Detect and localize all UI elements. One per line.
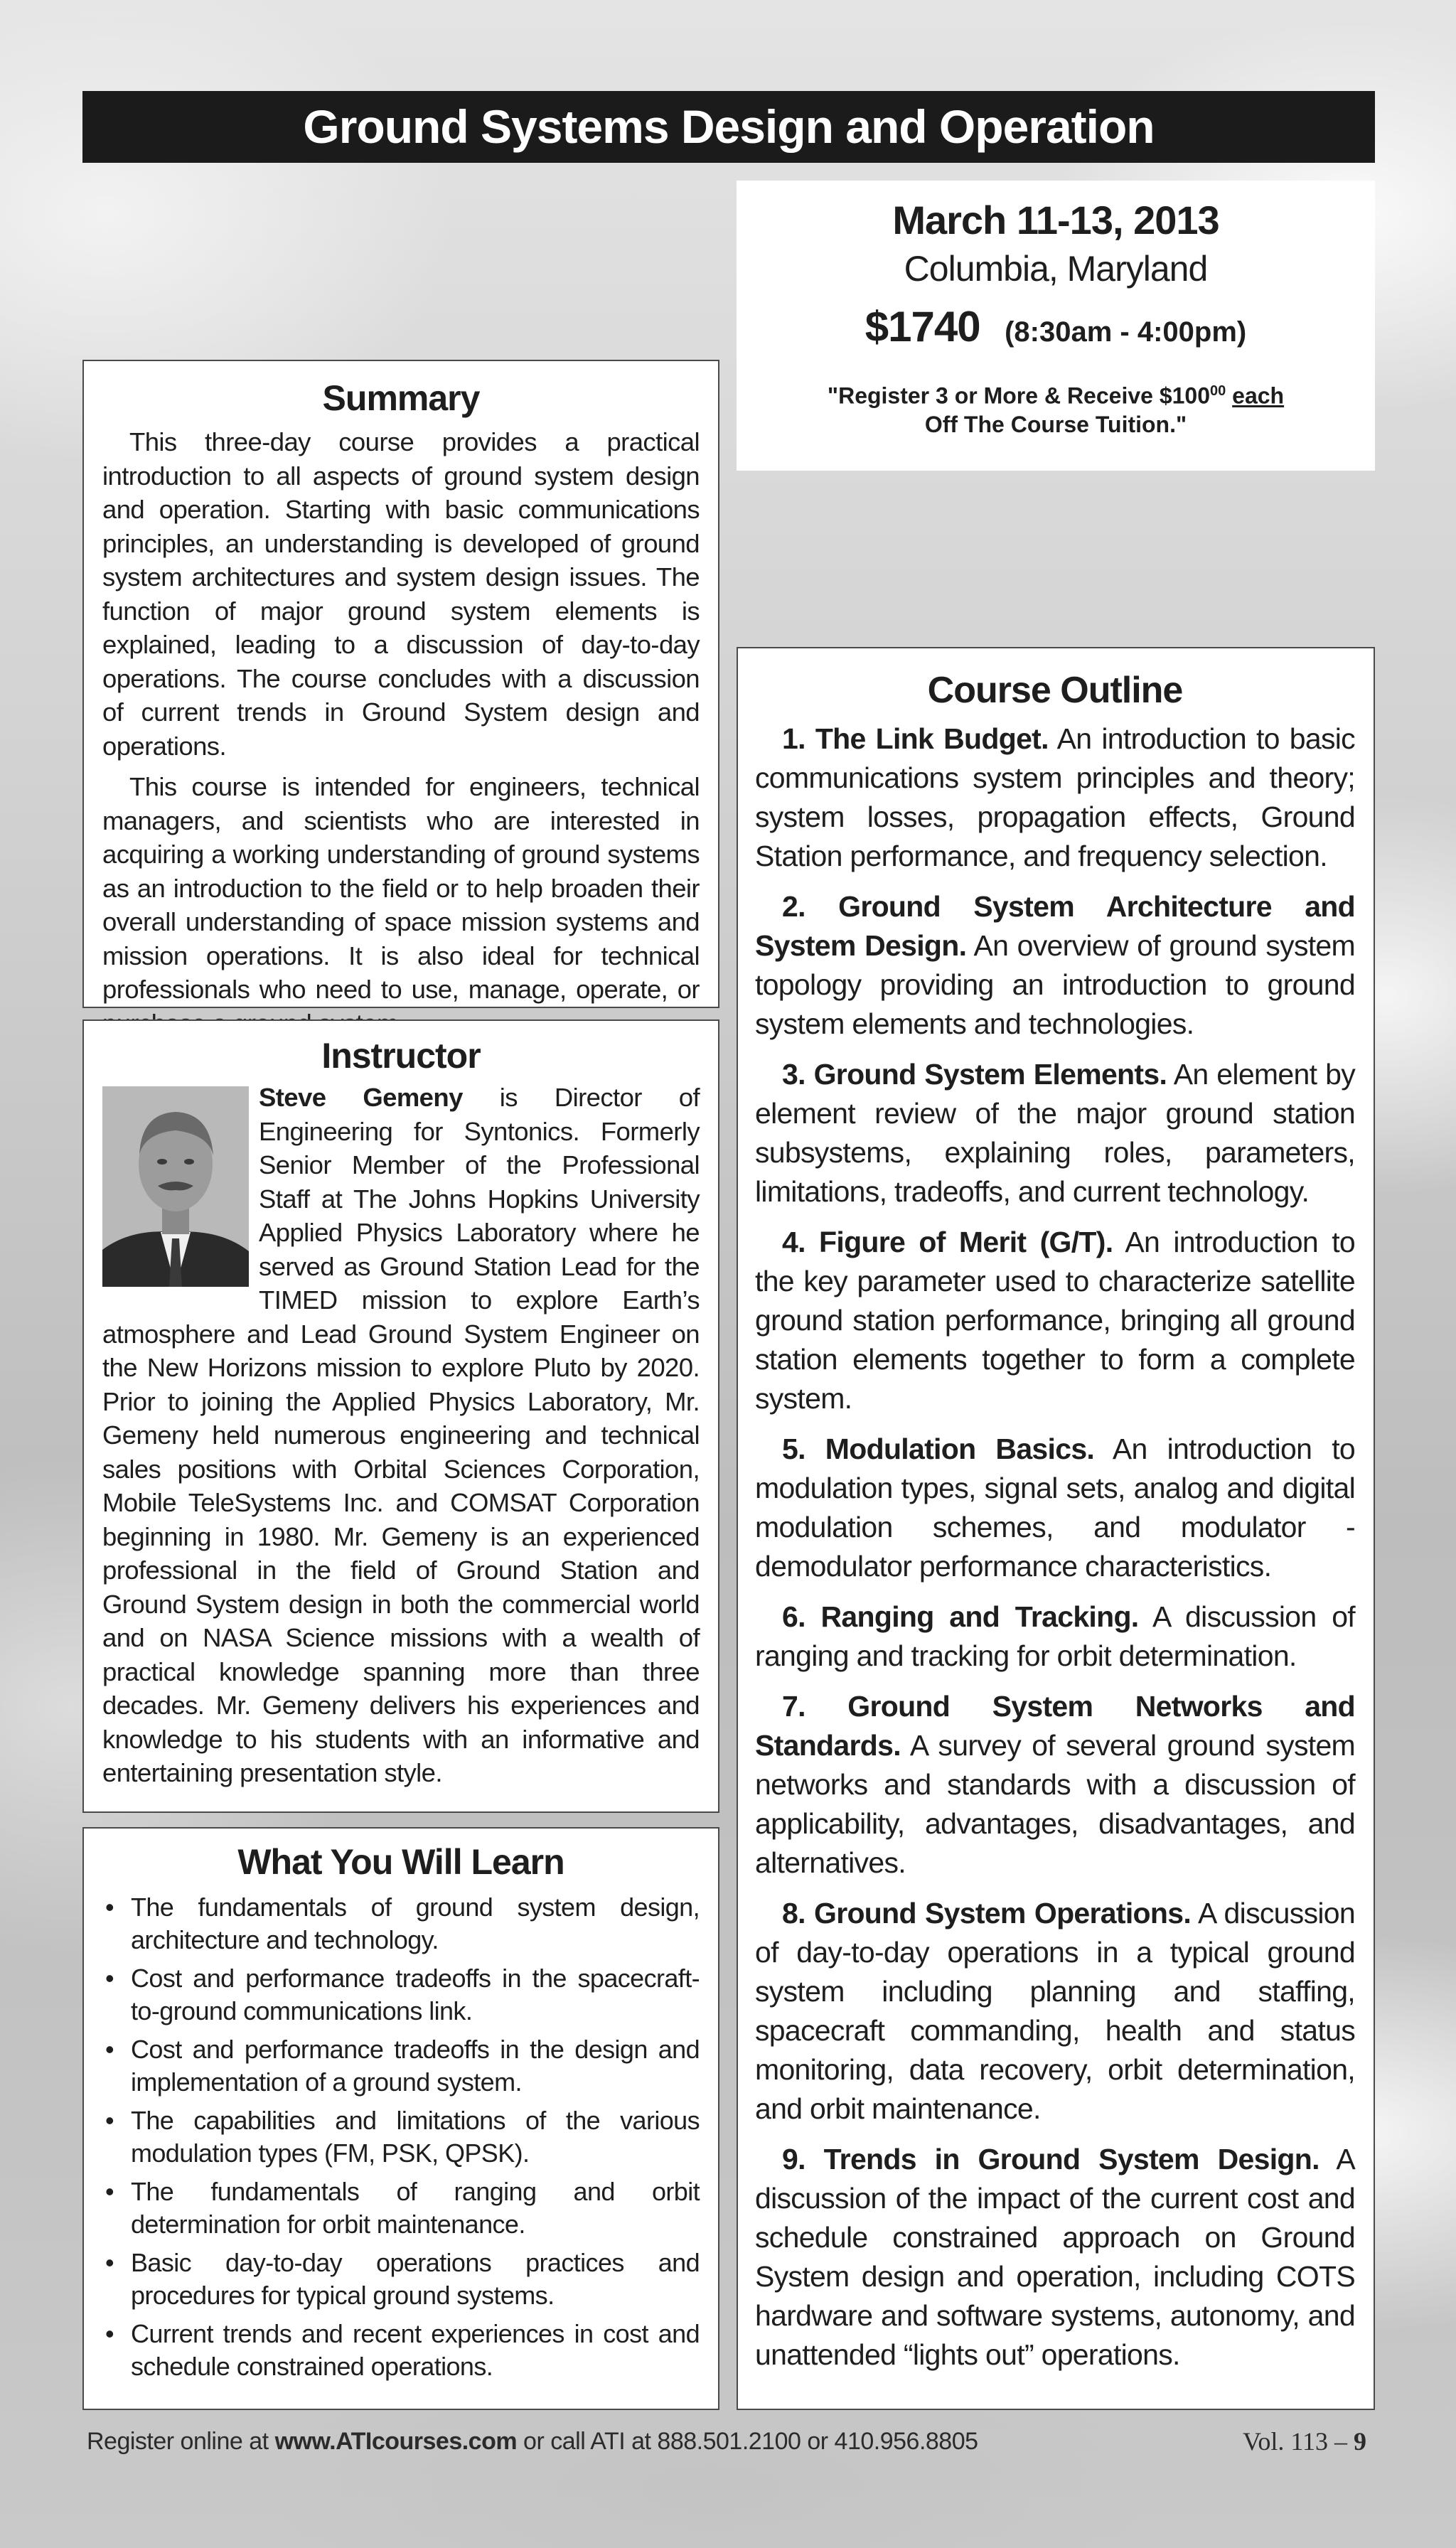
- outline-item: [755, 1055, 1355, 1211]
- course-outline-panel: [737, 647, 1375, 2410]
- instructor-bio: [102, 1081, 700, 1790]
- list-item: • Current trends and recent experiences in cost and schedule constrained operations.: [102, 2318, 700, 2382]
- list-item: • Cost and performance tradeoffs in the design and implementation of a ground system.: [102, 2033, 700, 2098]
- summary-heading: Summary: [322, 378, 480, 418]
- outline-item-text: An overview of ground system topology providing an introduction to ground system elements and technologies.: [755, 929, 1355, 1040]
- outline-item-title: 2. Ground System Architecture and System Design.: [755, 890, 1355, 962]
- instructor-heading: Instructor: [321, 1036, 481, 1076]
- outline-item-text: An introduction to basic communications system principles and theory; system losses, propagation effects, Ground Station performance, and frequency selection.: [755, 722, 1355, 872]
- promo-each: each: [1232, 382, 1285, 409]
- outline-item: [755, 1223, 1355, 1418]
- promo-text-end: Off The Course Tuition.": [924, 411, 1187, 437]
- outline-item-title: 4. Figure of Merit (G/T).: [782, 1226, 1113, 1258]
- outline-item-text: An introduction to modulation types, signal sets, analog and digital modulation schemes, and modulator - demodulator performance characteristics.: [755, 1433, 1355, 1583]
- outline-item-text: A survey of several ground system networks and standards with a discussion of applicability, advantages, disadvantages, and alternatives.: [755, 1729, 1355, 1879]
- list-item: • The fundamentals of ground system design, architecture and technology.: [102, 1891, 700, 1956]
- footer-volume: Vol. 113 –: [1242, 2427, 1347, 2456]
- promo-text-start: "Register 3 or More & Receive $100: [827, 382, 1210, 409]
- footer-phone: or call ATI at 888.501.2100 or 410.956.8805: [523, 2428, 978, 2455]
- instructor-name: Steve Gemeny: [259, 1083, 463, 1112]
- outline-heading: Course Outline: [927, 670, 1183, 711]
- outline-item: [755, 1430, 1355, 1586]
- outline-item-title: 7. Ground System Networks and Standards.: [755, 1690, 1355, 1762]
- outline-item: [755, 2140, 1355, 2375]
- footer-page-number: [1243, 2426, 1366, 2457]
- course-location: Columbia, Maryland: [904, 249, 1208, 289]
- outline-item-title: 1. The Link Budget.: [782, 722, 1049, 755]
- footer-contact: [87, 2426, 978, 2457]
- outline-item-text: An element by element review of the major ground station subsystems, explaining roles, parameters, limitations, tradeoffs, and current technology.: [755, 1058, 1356, 1208]
- outline-item: [755, 1894, 1355, 2129]
- learning-outcomes-panel: [82, 1827, 719, 2410]
- instructor-panel: [82, 1019, 719, 1813]
- outline-item-title: 5. Modulation Basics.: [782, 1433, 1095, 1465]
- outline-item: [755, 887, 1355, 1044]
- learn-heading: What You Will Learn: [237, 1842, 564, 1882]
- footer-website-link[interactable]: www.ATIcourses.com: [274, 2428, 518, 2455]
- outline-item-title: 9. Trends in Ground System Design.: [782, 2143, 1320, 2175]
- course-title-banner: [82, 91, 1375, 163]
- summary-paragraph: This three-day course provides a practical introduction to all aspects of ground system design and operation. Starting with basic communications principles, an understanding is developed of ground system architectures and system design issues. The function of major ground system elements is explained, leading to a discussion of day-to-day operations. The course concludes with a discussion of current trends in Ground System design and operations.: [102, 427, 700, 761]
- footer-register-prefix: Register online at: [87, 2428, 269, 2455]
- outline-item-text: A discussion of the impact of the current cost and schedule constrained approach on Ground System design and operation, including COTS hardware and software systems, autonomy, and unattended “lights out” operations.: [755, 2143, 1356, 2371]
- price-row: [737, 299, 1375, 367]
- outline-item: [755, 719, 1355, 876]
- instructor-photo: [102, 1086, 249, 1287]
- course-title: Ground Systems Design and Operation: [303, 100, 1155, 153]
- instructor-bio-text: is Director of Engineering for Syntonics. Formerly Senior Member of the Professional Staff at The Johns Hopkins University Applied Physics Laboratory where he served as Ground Station Lead for the TIMED mission to explore Earth’s atmosphere and Lead Ground System Engineer on the New Horizons mission to explore Pluto by 2020. Prior to joining the Applied Physics Laboratory, Mr. Gemeny held numerous engineering and technical sales positions with Orbital Sciences Corporation, Mobile TeleSystems Inc. and COMSAT Corporation beginning in 1980. Mr. Gemeny is an experienced professional in the field of Ground Station and Ground System design in both the commercial world and on NASA Science missions with a wealth of practical knowledge spanning more than three decades. Mr. Gemeny delivers his experiences and knowledge to his students with an informative and entertaining presentation style.: [102, 1083, 700, 1787]
- outline-item: [755, 1687, 1355, 1883]
- course-date: March 11-13, 2013: [892, 198, 1219, 242]
- promo-cents: 00: [1210, 383, 1226, 399]
- list-item: • The capabilities and limitations of the various modulation types (FM, PSK, QPSK).: [102, 2104, 700, 2169]
- outline-item-text: A discussion of ranging and tracking for orbit determination.: [755, 1600, 1355, 1672]
- group-discount-promo: [737, 377, 1375, 439]
- course-price: $1740: [864, 303, 980, 350]
- list-item: • The fundamentals of ranging and orbit determination for orbit maintenance.: [102, 2175, 700, 2240]
- list-item: • Cost and performance tradeoffs in the spacecraft-to-ground communications link.: [102, 1962, 700, 2027]
- learn-list: [102, 1891, 700, 2382]
- summary-panel: [82, 360, 719, 1008]
- summary-paragraph: This course is intended for engineers, technical managers, and scientists who are interested in acquiring a working understanding of ground systems as an introduction to the field or to help broaden their overall understanding of space mission systems and mission operations. It is also ideal for technical professionals who need to use, manage, operate, or: [102, 772, 700, 1004]
- outline-item-title: 6. Ranging and Tracking.: [782, 1600, 1139, 1633]
- course-hours: (8:30am - 4:00pm): [1005, 316, 1247, 348]
- page-number: 9: [1354, 2427, 1366, 2456]
- portrait-icon: [102, 1086, 249, 1287]
- outline-item: [755, 1597, 1355, 1676]
- outline-item-title: 3. Ground System Elements.: [782, 1058, 1167, 1091]
- outline-item-text: A discussion of day-to-day operations in a typical ground system including planning and staffing, spacecraft commanding, health and status monitoring, data recovery, orbit determination, and orbit maintenance.: [755, 1897, 1355, 2125]
- list-item: • Basic day-to-day operations practices and procedures for typical ground systems.: [102, 2247, 700, 2311]
- outline-item-title: 8. Ground System Operations.: [782, 1897, 1192, 1929]
- course-info-box: [737, 181, 1375, 471]
- outline-item-text: An introduction to the key parameter used to characterize satellite ground station performance, bringing all ground station elements together to form a complete system.: [755, 1226, 1355, 1415]
